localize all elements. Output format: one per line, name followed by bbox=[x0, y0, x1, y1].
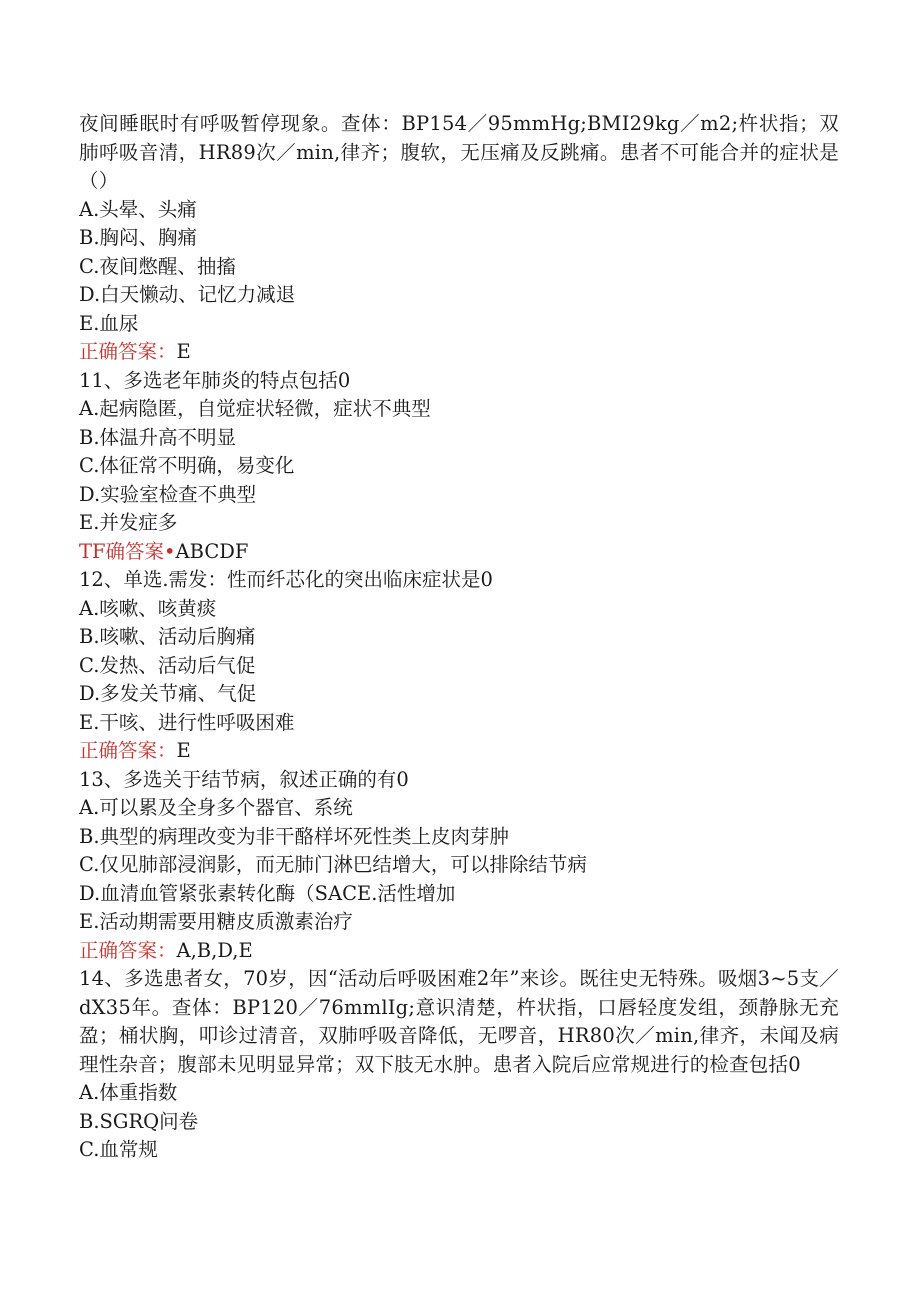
question-13 bbox=[79, 766, 839, 966]
question-11 bbox=[79, 367, 839, 567]
option-c: C.发热、活动后气促 bbox=[79, 653, 256, 677]
option-b: B.典型的病理改变为非干酪样坏死性类上皮肉芽肿 bbox=[79, 824, 510, 848]
option-e: E.干咳、进行性呼吸困难 bbox=[79, 710, 295, 734]
option-e: E.血尿 bbox=[79, 311, 139, 335]
option-d: D.白天懒动、记忆力减退 bbox=[79, 283, 296, 306]
question-stem: 夜间睡眠时有呼吸暂停现象。查体：BP154／95mmHg;BMI29kg／m2;杵状指；双肺呼吸音清，HR89次／min,律齐；腹软，无压痛及反跳痛。患者不可能合并的症状是（） bbox=[79, 112, 839, 192]
correct-answer bbox=[79, 338, 839, 367]
option-c: C.体征常不明确，易变化 bbox=[79, 454, 295, 477]
correct-answer bbox=[79, 538, 839, 567]
option-b: B.体温升高不明显 bbox=[79, 425, 237, 449]
answer-label: 正确答案： bbox=[79, 340, 177, 363]
answer-value: A,B,D,E bbox=[176, 938, 253, 962]
option-e: E.活动期需要用糖皮质激素治疗 bbox=[79, 910, 353, 933]
answer-label: 正确答案： bbox=[79, 739, 177, 762]
answer-label: TF确答案• bbox=[79, 539, 176, 563]
option-e: E.并发症多 bbox=[79, 511, 178, 534]
answer-value: ABCDF bbox=[175, 539, 249, 563]
option-a: A.体重指数 bbox=[79, 1081, 178, 1104]
option-d: D.实验室检查不典型 bbox=[79, 482, 257, 506]
option-a: A.头晕、头痛 bbox=[79, 197, 197, 221]
option-d: D.多发关节痛、气促 bbox=[79, 682, 257, 705]
correct-answer bbox=[79, 937, 839, 966]
answer-label: 正确答案： bbox=[79, 938, 177, 962]
option-a: A.起病隐匿，自觉症状轻微，症状不典型 bbox=[79, 397, 431, 420]
question-stem: 12、单选.需发：性而纤芯化的突出临床症状是0 bbox=[79, 568, 493, 591]
option-b: B.咳嗽、活动后胸痛 bbox=[79, 625, 256, 648]
option-d: D.血清血管紧张素转化酶（SACE.活性增加 bbox=[79, 881, 456, 905]
option-c: C.仅见肺部浸润影，而无肺门淋巴结增大，可以排除结节病 bbox=[79, 853, 587, 876]
option-c: C.夜间憋醒、抽搐 bbox=[79, 254, 236, 278]
option-a: A.可以累及全身多个器官、系统 bbox=[79, 796, 353, 819]
question-10-tail bbox=[79, 110, 839, 367]
question-stem: 13、多选关于结节病，叙述正确的有0 bbox=[79, 767, 409, 791]
answer-value: E bbox=[176, 340, 191, 363]
correct-answer bbox=[79, 737, 839, 766]
document-page bbox=[79, 110, 839, 1165]
option-a: A.咳嗽、咳黄痰 bbox=[79, 596, 217, 620]
answer-value: E bbox=[176, 739, 191, 762]
option-b: B.胸闷、胸痛 bbox=[79, 226, 198, 249]
option-c: C.血常规 bbox=[79, 1138, 158, 1161]
question-14 bbox=[79, 965, 839, 1165]
question-stem: 14、多选患者女，70岁，因“活动后呼吸困难2年”来诊。既往史无特殊。吸烟3~5支／dX35年。查体：BP120／76mmlIg;意识清楚，杵状指，口唇轻度发组，颈静脉无充盈；桶状胸，叩诊过清音，双肺呼吸音降低，无啰音，HR80次／min,律齐，未闻及病理性杂音；腹部未见明显异常；双下肢无水肿。患者入院后应常规进行的检查包括0 bbox=[79, 967, 839, 1076]
question-12 bbox=[79, 566, 839, 766]
question-stem: 11、多选老年肺炎的特点包括0 bbox=[79, 368, 351, 392]
option-b: B.SGRQ问卷 bbox=[79, 1109, 199, 1133]
